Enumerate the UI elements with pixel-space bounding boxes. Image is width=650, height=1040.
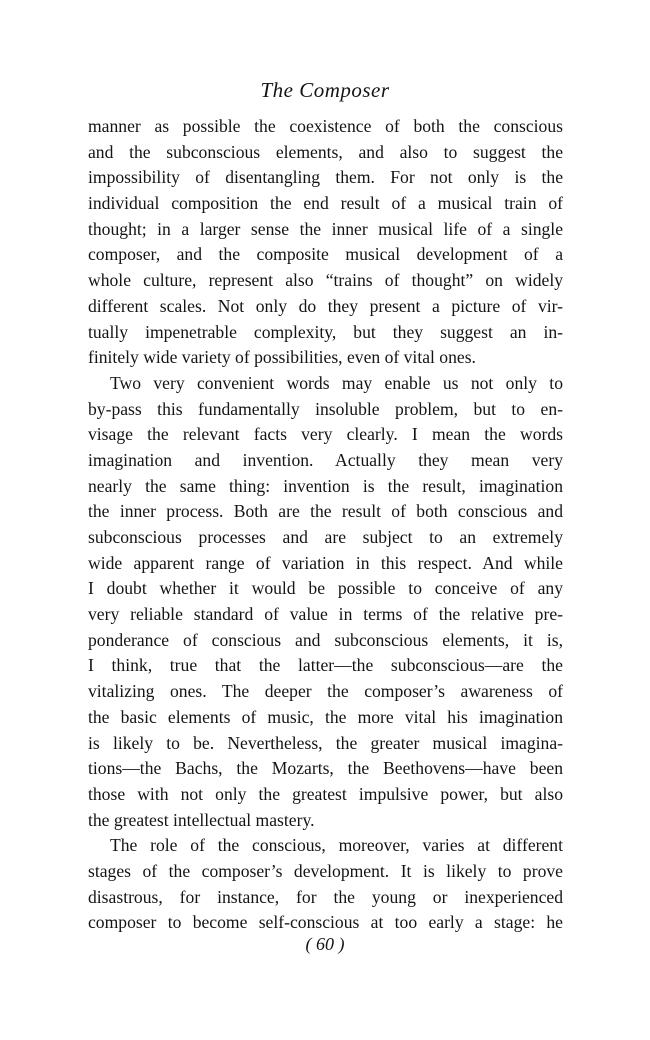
text-line: visage the relevant facts very clearly. I mean the words <box>88 424 563 445</box>
text-line: tions—the Bachs, the Mozarts, the Beethovens—have been <box>88 758 563 779</box>
text-line: manner as possible the coexistence of both the conscious <box>88 116 563 136</box>
text-line: tually impenetrable complexity, but they suggest an in- <box>88 321 563 342</box>
text-line: stages of the composer’s development. It is likely to prove <box>88 860 563 881</box>
text-line: composer to become self-conscious at too early a stage: he <box>88 912 563 933</box>
page-number: ( 60 ) <box>305 934 345 954</box>
text-line: individual composition the end result of a musical train of <box>88 193 563 214</box>
text-line: ponderance of conscious and subconscious elements, it is, <box>88 629 563 650</box>
text-line: subconscious processes and are subject to an extremely <box>88 527 563 547</box>
text-line: whole culture, represent also “trains of thought” on widely <box>88 270 563 291</box>
text-line: I think, true that the latter—the subconscious—are the <box>88 655 563 676</box>
text-line: very reliable standard of value in terms of the relative pre- <box>88 604 563 625</box>
text-line: impossibility of disentangling them. For not only is the <box>88 167 563 188</box>
text-line: is likely to be. Nevertheless, the greater musical imagina- <box>88 732 563 753</box>
text-line: those with not only the greatest impulsive power, but also <box>88 783 563 804</box>
text-line: nearly the same thing: invention is the result, imagination <box>88 475 563 496</box>
text-line: disastrous, for instance, for the young or inexperienced <box>88 886 563 907</box>
running-head-title: The Composer <box>260 78 390 102</box>
body-text <box>88 114 563 936</box>
text-line: imagination and invention. Actually they mean very <box>88 449 563 470</box>
text-line: the inner process. Both are the result of both conscious and <box>88 501 563 522</box>
text-line: different scales. Not only do they present a picture of vir- <box>88 295 563 316</box>
text-line: finitely wide variety of possibilities, even of vital ones. <box>88 347 476 368</box>
text-line: the basic elements of music, the more vital his imagination <box>88 706 563 727</box>
paragraph-start-line: The role of the conscious, moreover, varies at different <box>110 835 563 856</box>
text-line: thought; in a larger sense the inner musical life of a single <box>88 218 563 239</box>
text-line: composer, and the composite musical development of a <box>88 244 563 265</box>
paragraph-start-line: Two very convenient words may enable us not only to <box>110 372 563 393</box>
text-line: and the subconscious elements, and also to suggest the <box>88 141 563 162</box>
text-line: by-pass this fundamentally insoluble problem, but to en- <box>88 398 563 419</box>
text-line: I doubt whether it would be possible to conceive of any <box>88 578 563 599</box>
text-line: vitalizing ones. The deeper the composer’s awareness of <box>88 681 563 702</box>
text-line: wide apparent range of variation in this respect. And while <box>88 552 563 573</box>
text-line: the greatest intellectual mastery. <box>88 809 315 830</box>
